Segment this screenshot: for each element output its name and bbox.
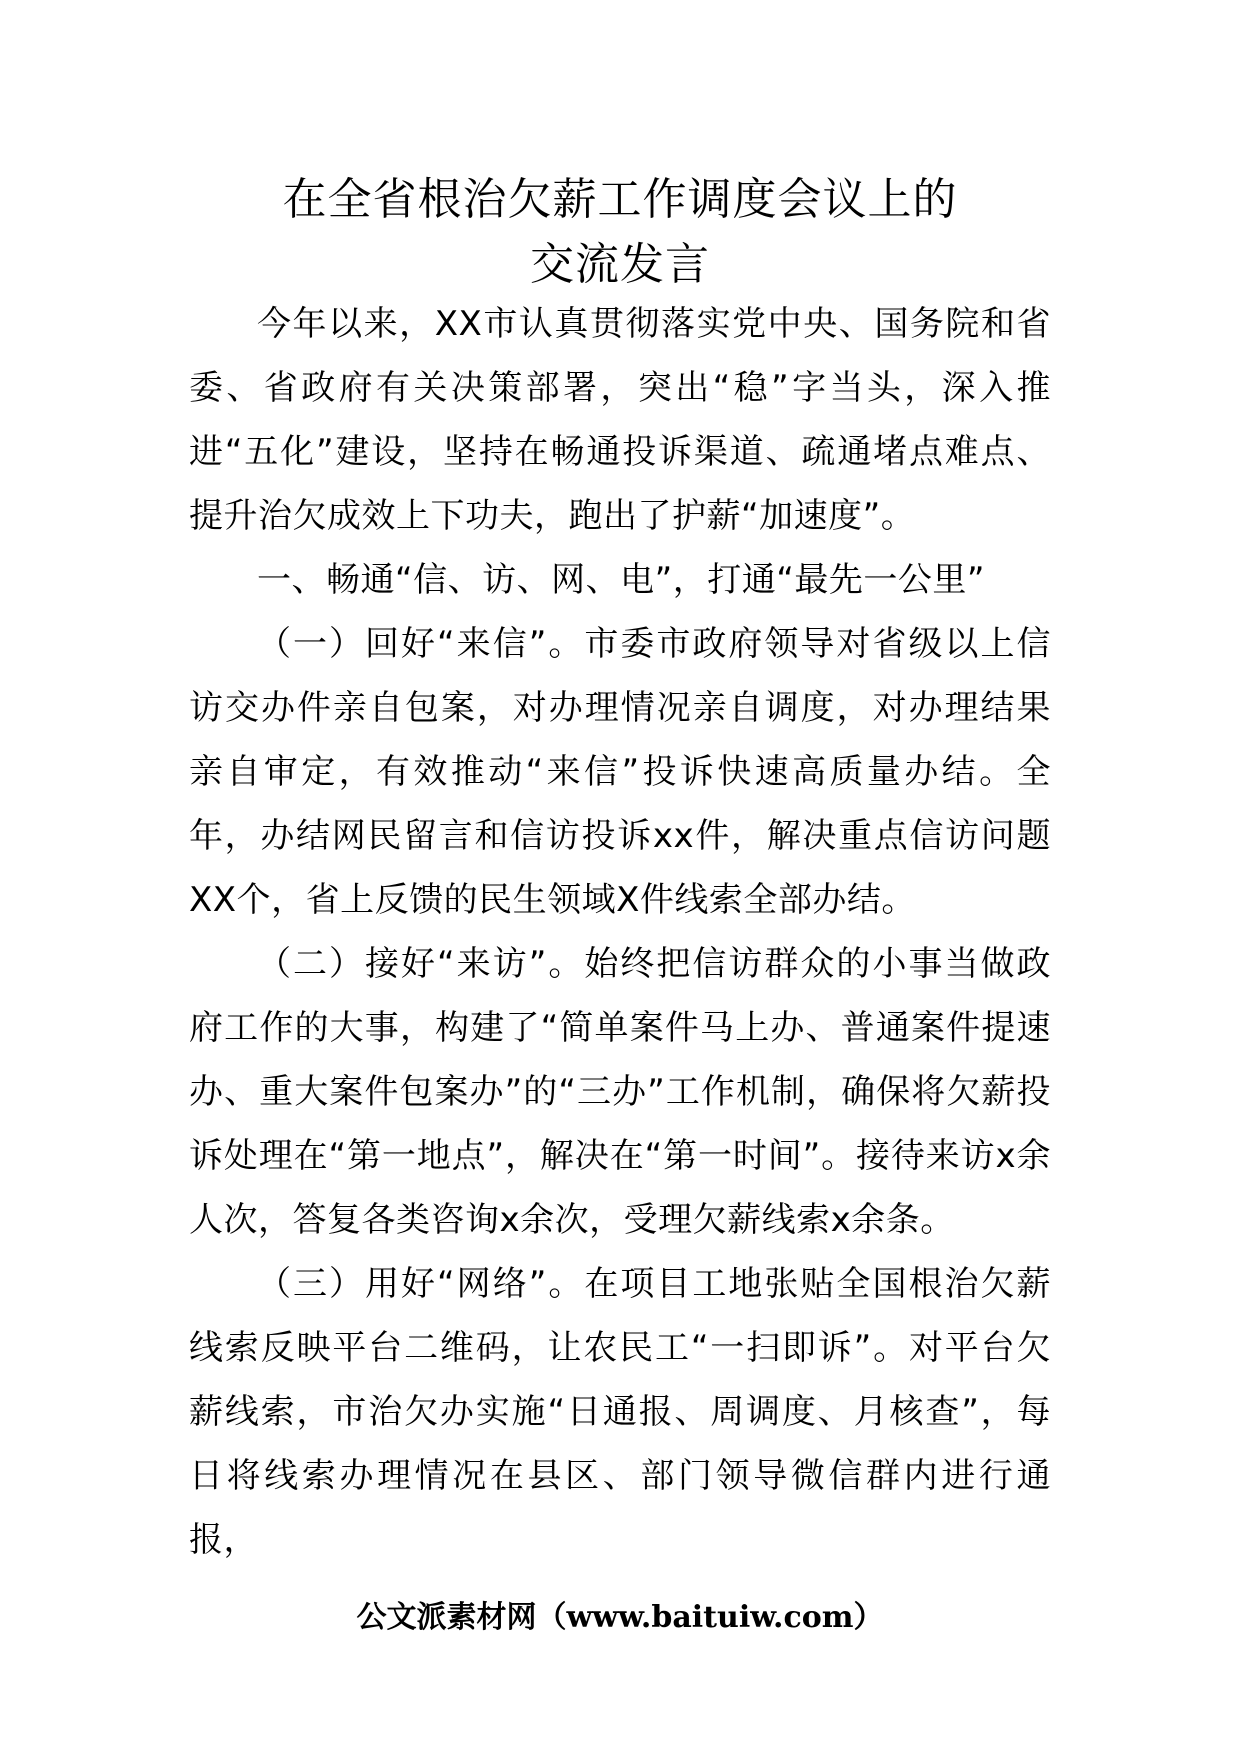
intro-paragraph: 今年以来，XX市认真贯彻落实党中央、国务院和省委、省政府有关决策部署，突出“稳”字当头，深入推进“五化”建设，坚持在畅通投诉渠道、疏通堵点难点、提升治欠成效上下功夫，跑出了护薪“加速度”。 (189, 304, 1051, 536)
section-heading-1: 一、畅通“信、访、网、电”，打通“最先一公里” (257, 560, 985, 600)
subsection-network-paragraph: （三）用好“网络”。在项目工地张贴全国根治欠薪线索反映平台二维码，让农民工“一扫即诉”。对平台欠薪线索，市治欠办实施“日通报、周调度、月核查”，每日将线索办理情况在县区、部门领导微信群内进行通报， (189, 1264, 1051, 1560)
document-title-line1: 在全省根治欠薪工作调度会议上的 (282, 174, 958, 225)
document-body (189, 292, 1051, 1572)
document-title-line2: 交流发言 (530, 239, 710, 290)
subsection-visits-paragraph: （二）接好“来访”。始终把信访群众的小事当做政府工作的大事，构建了“简单案件马上办、普通案件提速办、重大案件包案办”的“三办”工作机制，确保将欠薪投诉处理在“第一地点”，解决在“第一时间”。接待来访x余人次，答复各类咨询x余次，受理欠薪线索x余条。 (189, 944, 1051, 1240)
source-watermark-footer: 公文派素材网（www.baituiw.com） (356, 1600, 884, 1635)
subsection-letters-paragraph: （一）回好“来信”。市委市政府领导对省级以上信访交办件亲自包案，对办理情况亲自调度，对办理结果亲自审定，有效推动“来信”投诉快速高质量办结。全年，办结网民留言和信访投诉xx件，解决重点信访问题XX个，省上反馈的民生领域X件线索全部办结。 (189, 624, 1051, 920)
